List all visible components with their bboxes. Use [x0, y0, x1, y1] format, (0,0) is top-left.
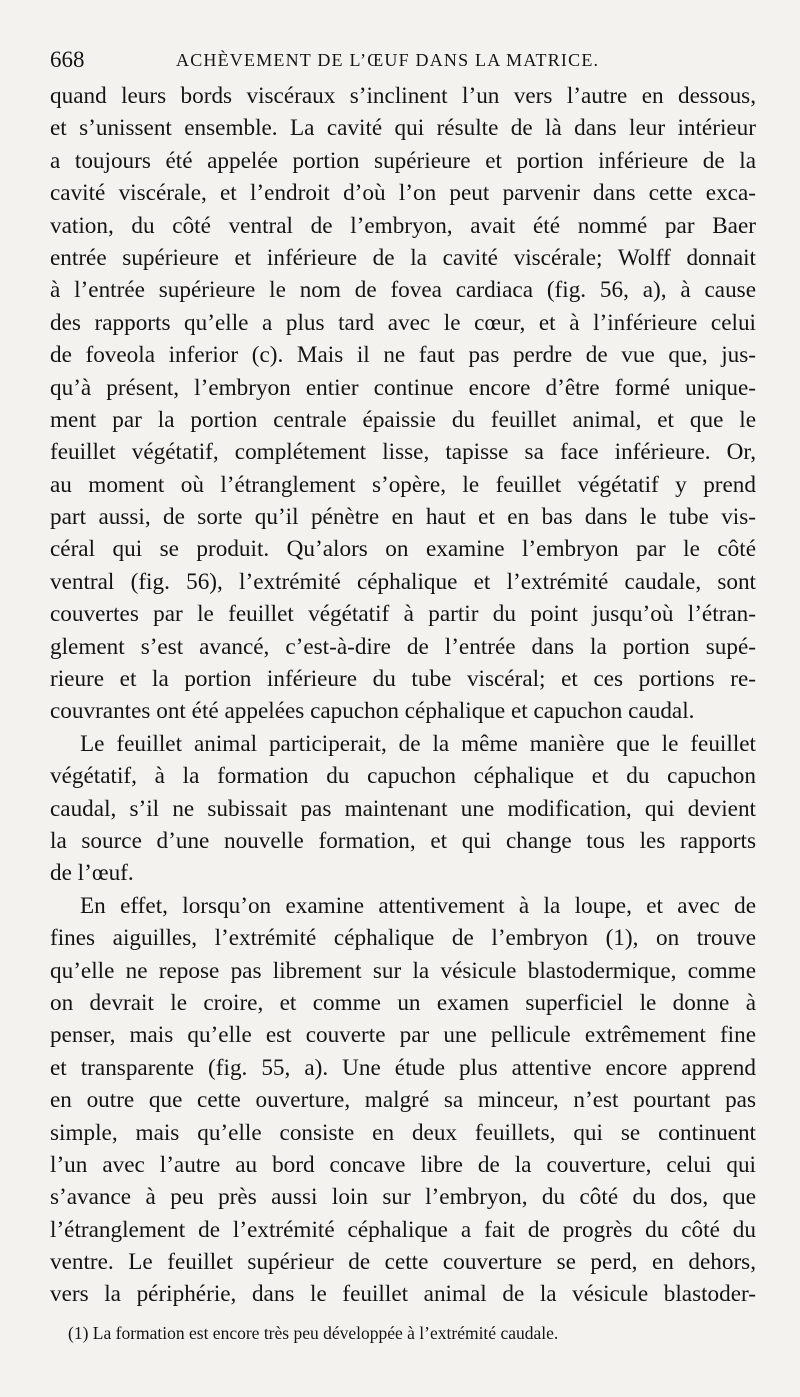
text-line: cavité viscérale, et l’endroit d’où l’on peut parvenir dans cette exca- — [50, 180, 756, 207]
running-title: ACHÈVEMENT DE L’ŒUF DANS LA MATRICE. — [176, 50, 600, 70]
text-line: et s’unissent ensemble. La cavité qui résulte de là dans leur intérieur — [50, 115, 756, 142]
text-line: En effet, lorsqu’on examine attentivement à la loupe, et avec de — [80, 892, 756, 919]
text-line: ment par la portion centrale épaissie du feuillet animal, et que le — [50, 406, 756, 433]
text-line: part aussi, de sorte qu’il pénètre en haut et en bas dans le tube vis- — [50, 504, 756, 531]
text-line: ventre. Le feuillet supérieur de cette couverture se perd, en dehors, — [50, 1249, 756, 1276]
text-line: l’étranglement de l’extrémité céphalique a fait de progrès du côté du — [50, 1216, 756, 1243]
text-line: rieure et la portion inférieure du tube viscéral; et ces portions re- — [50, 666, 756, 693]
text-line: qu’à présent, l’embryon entier continue encore d’être formé unique- — [50, 374, 756, 401]
text-line: vers la périphérie, dans le feuillet animal de la vésicule blastoder- — [50, 1281, 756, 1308]
text-line: on devrait le croire, et comme un examen superficiel le donne à — [50, 989, 756, 1016]
text-line: couvertes par le feuillet végétatif à partir du point jusqu’où l’étran- — [50, 601, 756, 628]
text-line: s’avance à peu près aussi loin sur l’embryon, du côté du dos, que — [50, 1184, 756, 1211]
text-line: ventral (fig. 56), l’extrémité céphalique et l’extrémité caudale, sont — [50, 568, 756, 595]
text-line: a toujours été appelée portion supérieure et portion inférieure de la — [50, 147, 756, 174]
text-line: caudal, s’il ne subissait pas maintenant une modification, qui devient — [50, 795, 756, 822]
text-line: feuillet végétatif, complétement lisse, tapisse sa face inférieure. Or, — [50, 439, 756, 466]
text-line: de l’œuf. — [50, 860, 134, 887]
text-line: Le feuillet animal participerait, de la même manière que le feuillet — [80, 730, 756, 757]
footnote: (1) La formation est encore très peu développée à l’extrémité caudale. — [68, 1323, 559, 1343]
text-line: céral qui se produit. Qu’alors on examine l’embryon par le côté — [50, 536, 756, 563]
text-line: à l’entrée supérieure le nom de fovea cardiaca (fig. 56, a), à cause — [50, 277, 756, 304]
text-line: quand leurs bords viscéraux s’inclinent l’un vers l’autre en dessous, — [50, 83, 756, 109]
text-line: végétatif, à la formation du capuchon céphalique et du capuchon — [50, 763, 756, 790]
page-number: 668 — [50, 47, 85, 72]
text-line: simple, mais qu’elle consiste en deux feuillets, qui se continuent — [50, 1119, 756, 1146]
text-line: fines aiguilles, l’extrémité céphalique de l’embryon (1), on trouve — [50, 925, 756, 952]
body-text — [50, 80, 756, 1311]
page-header — [50, 40, 755, 80]
text-line: penser, mais qu’elle est couverte par une pellicule extrêmement fine — [50, 1022, 756, 1049]
text-line: de foveola inferior (c). Mais il ne faut pas perdre de vue que, jus- — [50, 342, 756, 369]
text-line: l’un avec l’autre au bord concave libre de la couverture, celui qui — [50, 1151, 756, 1178]
text-line: entrée supérieure et inférieure de la cavité viscérale; Wolff donnait — [50, 244, 756, 271]
text-line: la source d’une nouvelle formation, et qui change tous les rapports — [50, 827, 756, 854]
text-line: et transparente (fig. 55, a). Une étude plus attentive encore apprend — [50, 1054, 756, 1081]
text-line: couvrantes ont été appelées capuchon céphalique et capuchon caudal. — [50, 698, 695, 725]
text-line: des rapports qu’elle a plus tard avec le cœur, et à l’inférieure celui — [50, 309, 756, 336]
text-line: au moment où l’étranglement s’opère, le feuillet végétatif y prend — [50, 471, 756, 498]
text-line: glement s’est avancé, c’est-à-dire de l’entrée dans la portion supé- — [50, 633, 756, 660]
text-line: qu’elle ne repose pas librement sur la vésicule blastodermique, comme — [50, 957, 756, 984]
text-line: en outre que cette ouverture, malgré sa minceur, n’est pourtant pas — [50, 1087, 756, 1114]
text-line: vation, du côté ventral de l’embryon, avait été nommé par Baer — [50, 212, 756, 239]
